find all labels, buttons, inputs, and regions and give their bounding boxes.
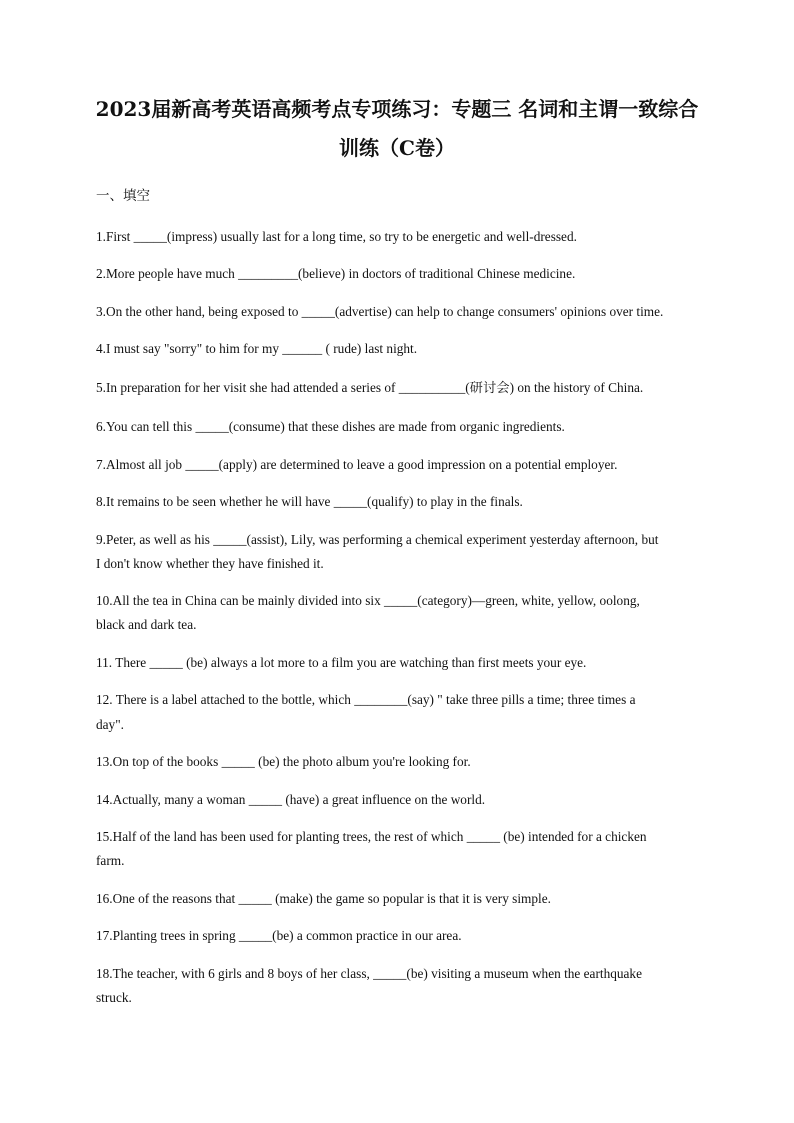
question-12-line-1: 12. There is a label attached to the bottle, which ________(say) " take three pills a time; three times a bbox=[96, 692, 636, 707]
question-2: 2.More people have much _________(believe) in doctors of traditional Chinese medicine. bbox=[96, 266, 576, 281]
question-9-line-2: I don't know whether they have finished it. bbox=[96, 556, 324, 571]
question-13: 13.On top of the books _____ (be) the photo album you're looking for. bbox=[96, 754, 471, 769]
question-3: 3.On the other hand, being exposed to _____(advertise) can help to change consumers' opinions over time. bbox=[96, 304, 664, 319]
question-14: 14.Actually, many a woman _____ (have) a great influence on the world. bbox=[96, 792, 486, 807]
question-17: 17.Planting trees in spring _____(be) a common practice in our area. bbox=[96, 928, 462, 943]
question-10-line-2: black and dark tea. bbox=[96, 617, 197, 632]
question-18-line-2: struck. bbox=[96, 990, 132, 1005]
question-15-line-2: farm. bbox=[96, 853, 125, 868]
question-16: 16.One of the reasons that _____ (make) the game so popular is that it is very simple. bbox=[96, 891, 551, 906]
question-18-line-1: 18.The teacher, with 6 girls and 8 boys of her class, _____(be) visiting a museum when the earthquake bbox=[96, 966, 642, 981]
question-10-line-1: 10.All the tea in China can be mainly divided into six _____(category)—green, white, yellow, oolong, bbox=[96, 593, 640, 608]
document-title-line-2: 训练（C卷） bbox=[339, 136, 455, 160]
question-15-line-1: 15.Half of the land has been used for planting trees, the rest of which _____ (be) intended for a chicken bbox=[96, 829, 647, 844]
question-5: 5.In preparation for her visit she had attended a series of __________(研讨会) on the history of China. bbox=[96, 380, 644, 395]
question-4: 4.I must say "sorry" to him for my ______ ( rude) last night. bbox=[96, 341, 418, 356]
question-6: 6.You can tell this _____(consume) that these dishes are made from organic ingredients. bbox=[96, 419, 565, 434]
question-7: 7.Almost all job _____(apply) are determined to leave a good impression on a potential employer. bbox=[96, 457, 618, 472]
question-12-line-2: day". bbox=[96, 717, 124, 732]
question-8: 8.It remains to be seen whether he will have _____(qualify) to play in the finals. bbox=[96, 494, 523, 509]
question-1: 1.First _____(impress) usually last for a long time, so try to be energetic and well-dressed. bbox=[96, 229, 577, 244]
question-9-line-1: 9.Peter, as well as his _____(assist), Lily, was performing a chemical experiment yesterday afternoon, but bbox=[96, 532, 659, 547]
section-heading: 一、填空 bbox=[96, 188, 150, 204]
question-11: 11. There _____ (be) always a lot more to a film you are watching than first meets your eye. bbox=[96, 655, 587, 670]
document-title-line-1: 2023届新高考英语高频考点专项练习：专题三 名词和主谓一致综合 bbox=[95, 97, 699, 121]
